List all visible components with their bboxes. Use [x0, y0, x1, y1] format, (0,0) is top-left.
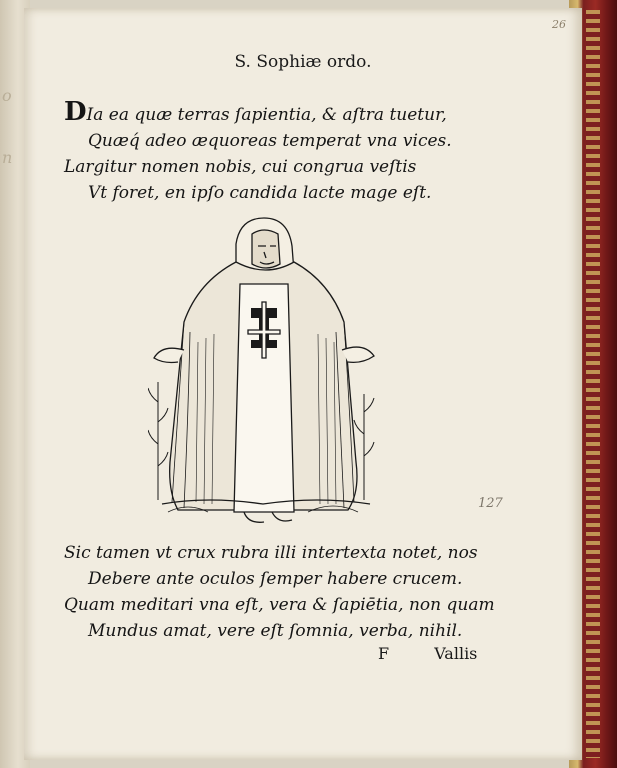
signature-name: Vallis	[434, 644, 478, 663]
verse-line: Sic tamen vt crux rubra illi intertexta notet, nos	[64, 543, 478, 563]
verse-bottom	[64, 540, 495, 644]
verse-top	[64, 97, 452, 206]
signature-mark: F	[378, 644, 390, 663]
show-through-glyph: o	[2, 86, 12, 105]
verse-line: Largitur nomen nobis, cui congrua veſtis	[64, 157, 417, 177]
folio-number: 26	[552, 18, 566, 31]
woodcut-illustration	[148, 212, 378, 536]
pencil-annotation: 127	[478, 496, 503, 511]
show-through-glyph: n	[2, 148, 13, 167]
verse-line: Quam meditari vna eſt, vera & ſapiētia, non quam	[64, 595, 495, 615]
book-page	[24, 8, 582, 760]
gilt-border-ornament	[586, 10, 600, 758]
verse-line: Debere ante oculos ſemper habere crucem.	[88, 569, 463, 589]
page-title: S. Sophiæ ordo.	[234, 52, 372, 72]
drop-cap: D	[64, 97, 87, 127]
signature-line	[378, 644, 477, 663]
verse-line: Vt foret, en ipſo candida lacte mage eſt.	[88, 183, 432, 203]
verse-line: DIa ea quæ terras ſapientia, & aſtra tuetur,	[64, 97, 447, 127]
verse-line: Mundus amat, vere eſt ſomnia, verba, nihil.	[88, 621, 463, 641]
verse-line: Quæq́ adeo æquoreas temperat vna vices.	[88, 131, 452, 151]
